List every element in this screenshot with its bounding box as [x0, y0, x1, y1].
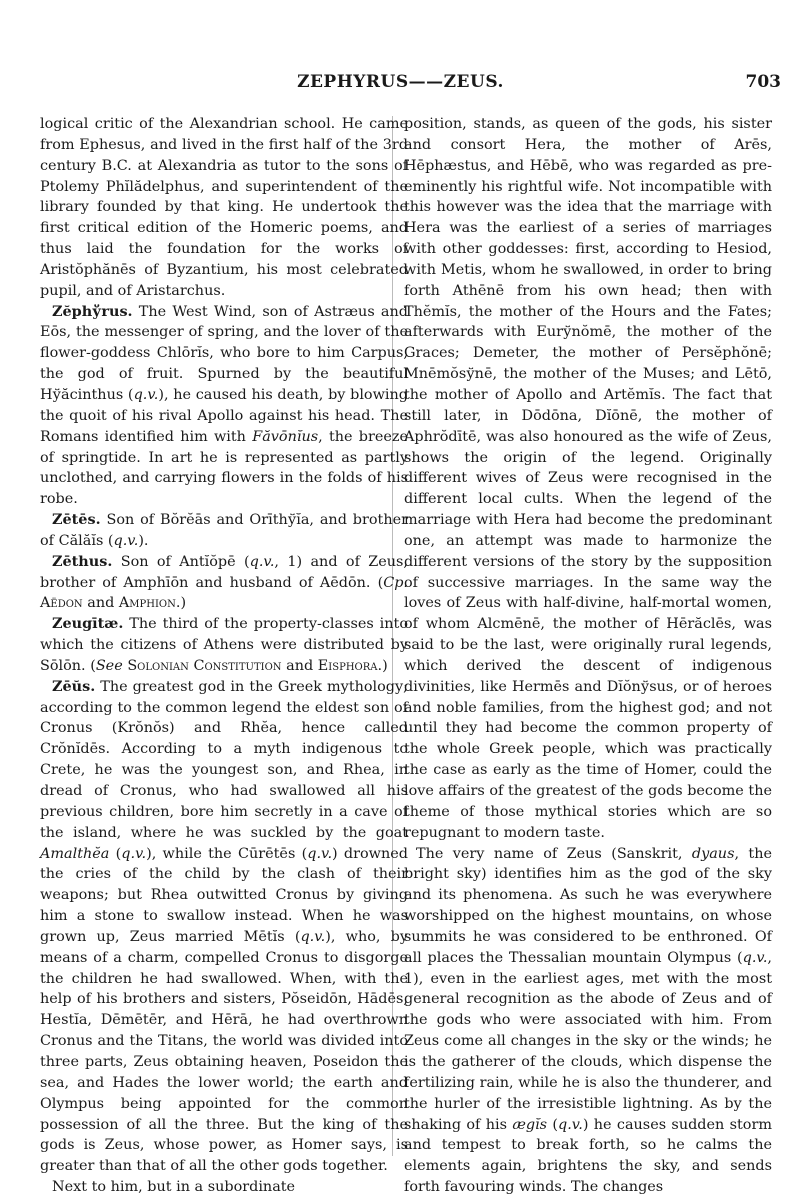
right-column: [404, 114, 772, 1198]
headword: Zētēs.: [52, 511, 101, 529]
entry-zetes: Zētēs. Son of Bŏrĕās and Orīthўĭa, and brother of Călăĭs (q.v.).: [40, 511, 408, 549]
headword: Zēŭs.: [52, 677, 96, 695]
entry-zephyrus: Zĕphўrus. The West Wind, son of Astræus and Eōs, the messenger of spring, and the lover of the flower-goddess Chlōrĭs, who bore to him Carpus, the god of fruit. Spurned by the beautiful Hўăcinthus (q.v.), he caused his death, by blowing the quoit of his rival Apollo against his head. The Romans identified him with Făvōnĭus, the breeze of springtide. In art he is represented as partly unclothed, and carrying flowers in the folds of his robe.: [40, 302, 408, 508]
cross-reference: Eisphora: [317, 657, 378, 674]
page-number: 703: [745, 72, 781, 92]
headword: Zĕphўrus.: [52, 302, 133, 320]
headword: Zēthus.: [52, 552, 113, 570]
paragraph-continuation: logical critic of the Alexandrian school. He came from Ephesus, and lived in the first half of the 3rd century B.C. at Alexandria as tutor to the sons of Ptolemy Phĭlădelphus, and superintendent of the library founded by that king. He undertook the first critical edition of the Homeric poems, and thus laid the foundation for the works of Aristŏphănēs of Byzantium, his most celebrated pupil, and of Aristarchus.: [40, 116, 408, 299]
paragraph: Next to him, but in a subordinate: [52, 1179, 296, 1196]
page-header: [0, 72, 801, 98]
paragraph-continuation: position, stands, as queen of the gods, his sister and consort Hera, the mother of Arēs, Hēphæstus, and Hēbē, who was regarded as pre-eminently his rightful wife. Not incompatible with this however was the idea that the marriage with Hera was the earliest of a series of marriages with other goddesses: first, according to Hesiod, with Metis, whom he swallowed, in order to bring forth Athēnē from his own head; then with Thĕmĭs, the mother of the Hours and the Fates; afterwards with Eurўnŏmē, the mother of the Graces; Demeter, the mother of Persĕphŏnē; Mnēmŏsўnē, the mother of the Muses; and Lētō, the mother of Apollo and Artĕmĭs. The fact that still later, in Dōdōna, Dĭōnē, the mother of Aphrŏdītē, was also honoured as the wife of Zeus, shows the origin of the legend. Originally different wives of Zeus were recognised in the different local cults. When the legend of the marriage with Hera had become the predominant one, an attempt was made to harmonize the different versions of the story by the supposition of successive marriages. In the same way the loves of Zeus with half-divine, half-mortal women, of whom Alcmēnē, the mother of Hērăclēs, was said to be the last, were originally rural legends, which derived the descent of indigenous divinities, like Hermēs and Dĭŏnўsus, or of heroes and noble families, from the highest god; and not until they had become the common property of the whole Greek people, which was practically the case as early as the time of Homer, could the love affairs of the greatest of the gods become the theme of those mythical stories which are so repugnant to modern taste.: [404, 116, 772, 841]
cross-reference: Aëdon: [40, 595, 83, 612]
cross-reference: Solonian Constitution: [127, 657, 282, 674]
left-column: [40, 114, 408, 1198]
cross-reference: Amphion: [118, 595, 176, 612]
entry-zethus: Zēthus. Son of Antĭŏpē (q.v., 1) and of Zeus, brother of Amphīōn and husband of Aēdōn. (Cp. Aëdon and Amphion.): [40, 552, 408, 612]
entry-zeus: Zēŭs. The greatest god in the Greek mythology; according to the common legend the eldest son of Cronus (Krŏnŏs) and Rhĕa, hence called Crŏnĭdēs. According to a myth indigenous to Crete, he was the youngest son, and Rhea, in dread of Cronus, who had swallowed all his previous children, bore him secretly in a cave of the island, where he was suckled by the goat Amalthĕa (q.v.), while the Cūrētēs (q.v.) drowned the cries of the child by the clash of their weapons; but Rhea outwitted Cronus by giving him a stone to swallow instead. When he was grown up, Zeus married Mētĭs (q.v.), who, by means of a charm, compelled Cronus to disgorge the children he had swallowed. When, with the help of his brothers and sisters, Pŏseidōn, Hādēs, Hestĭa, Dēmētēr, and Hērā, he had overthrown Cronus and the Titans, the world was divided into three parts, Zeus obtaining heaven, Poseidon the sea, and Hades the lower world; the earth and Olympus being appointed for the common possession of all the three. But the king of the gods is Zeus, whose power, as Homer says, is greater than that of all the other gods together.: [40, 677, 408, 1175]
entry-zeugitae: Zeugītæ. The third of the property-classes into which the citizens of Athens were distributed by Sōlōn. (See Solonian Constitution and Eisphora.): [40, 615, 408, 674]
running-head: ZEPHYRUS——ZEUS.: [297, 72, 504, 92]
paragraph: The very name of Zeus (Sanskrit, dyaus, the bright sky) identifies him as the god of the sky and its phenomena. As such he was everywhere worshipped on the highest mountains, on whose summits he was considered to be enthroned. Of all places the Thessalian mountain Olympus (q.v., 1), even in the earliest ages, met with the most general recognition as the abode of Zeus and of the gods who were associated with him. From Zeus come all changes in the sky or the winds; he is the gatherer of the clouds, which dispense the fertilizing rain, while he is also the thunderer, and the hurler of the irresistible lightning. As by the shaking of his ægĭs (q.v.) he causes sudden storm and tempest to break forth, so he calms the elements again, brightens the sky, and sends forth favouring winds. The changes: [404, 845, 772, 1196]
headword: Zeugītæ.: [52, 615, 124, 633]
